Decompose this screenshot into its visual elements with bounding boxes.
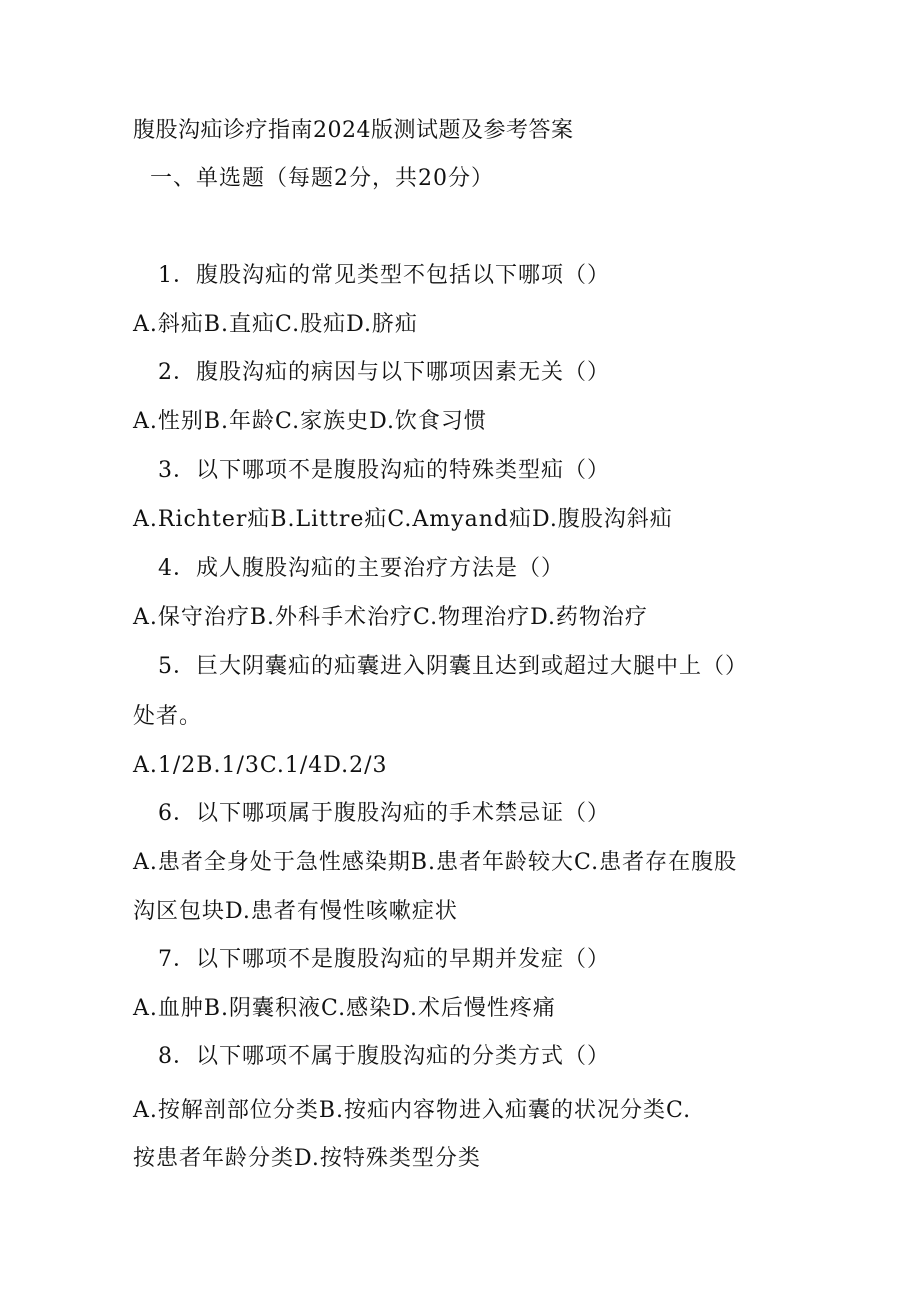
question-3-options: A.Richter疝B.Littre疝C.Amyand疝D.腹股沟斜疝	[133, 507, 673, 532]
section-heading: 一、单选题（每题2分，共20分）	[150, 166, 494, 191]
question-2-stem: 2．腹股沟疝的病因与以下哪项因素无关（）	[158, 360, 610, 385]
question-8-options-continued: 按患者年龄分类D.按特殊类型分类	[133, 1146, 481, 1171]
question-5-stem-continued: 处者。	[133, 704, 203, 729]
question-4-stem: 4．成人腹股沟疝的主要治疗方法是（）	[158, 556, 564, 581]
question-8-options: A.按解剖部位分类B.按疝内容物进入疝囊的状况分类C.	[133, 1098, 692, 1123]
question-8-stem: 8．以下哪项不属于腹股沟疝的分类方式（）	[158, 1044, 610, 1069]
question-7-options: A.血肿B.阴囊积液C.感染D.术后慢性疼痛	[133, 996, 556, 1021]
question-6-options-continued: 沟区包块D.患者有慢性咳嗽症状	[133, 899, 458, 924]
question-4-options: A.保守治疗B.外科手术治疗C.物理治疗D.药物治疗	[133, 605, 648, 630]
document-title: 腹股沟疝诊疗指南2024版测试题及参考答案	[133, 118, 574, 143]
question-1-stem: 1．腹股沟疝的常见类型不包括以下哪项（）	[158, 263, 610, 288]
question-6-stem: 6．以下哪项属于腹股沟疝的手术禁忌证（）	[158, 801, 610, 826]
question-6-options: A.患者全身处于急性感染期B.患者年龄较大C.患者存在腹股	[133, 850, 738, 875]
question-5-stem: 5．巨大阴囊疝的疝囊进入阴囊且达到或超过大腿中上（）	[158, 654, 748, 679]
question-1-options: A.斜疝B.直疝C.股疝D.脐疝	[133, 312, 418, 337]
question-7-stem: 7．以下哪项不是腹股沟疝的早期并发症（）	[158, 947, 610, 972]
question-2-options: A.性别B.年龄C.家族史D.饮食习惯	[133, 409, 487, 434]
question-3-stem: 3．以下哪项不是腹股沟疝的特殊类型疝（）	[158, 458, 610, 483]
question-5-options: A.1/2B.1/3C.1/4D.2/3	[133, 753, 388, 778]
